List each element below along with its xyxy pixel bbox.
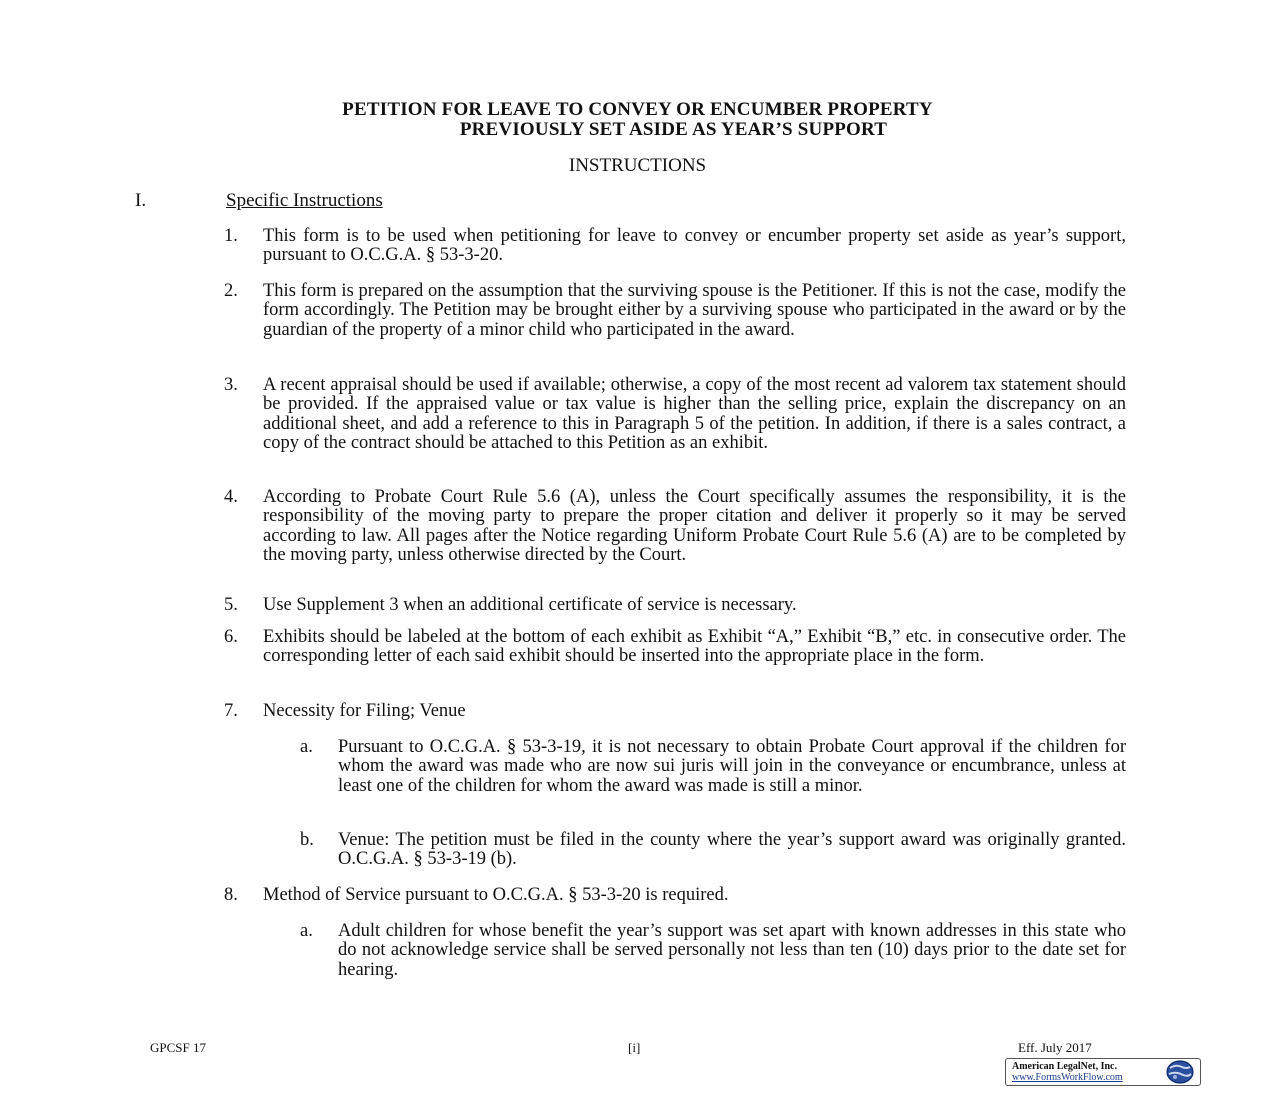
- instructions-heading: INSTRUCTIONS: [568, 155, 707, 176]
- logo-website-link[interactable]: www.FormsWorkFlow.com: [1012, 1072, 1123, 1083]
- item-text: According to Probate Court Rule 5.6 (A), unless the Court specifically assumes the responsibility, it is the responsibility of the moving party to prepare the proper citation and deliver it properly so it may be served according to law. All pages after the Notice regarding Uniform Probate Court Rule 5.6 (A) are to be completed by the moving party, unless otherwise directed by the Court.: [263, 487, 1126, 565]
- american-legalnet-logo[interactable]: [1005, 1058, 1201, 1086]
- subitem-text: Adult children for whose benefit the year’s support was set apart with known addresses in this state who do not acknowledge service shall be served personally not less than ten (10) days prior to the date set for hearing.: [338, 921, 1126, 980]
- item-text: A recent appraisal should be used if available; otherwise, a copy of the most recent ad valorem tax statement should be provided. If the appraised value or tax value is higher than the selling price, explain the discrepancy on an additional sheet, and add a reference to this in Paragraph 5 of the petition. In addition, if there is a sales contract, a copy of the contract should be attached to this Petition as an exhibit.: [263, 375, 1126, 453]
- footer-form-code: GPCSF 17: [150, 1040, 206, 1055]
- globe-icon: [1164, 1060, 1196, 1084]
- instruction-item-8a: [300, 922, 1126, 980]
- item-number: 3.: [224, 375, 238, 395]
- document-title-line-2: PREVIOUSLY SET ASIDE AS YEAR’S SUPPORT: [459, 119, 888, 140]
- footer-page-number: [i]: [628, 1040, 641, 1055]
- subitem-letter: a.: [300, 921, 313, 941]
- instruction-item-3: [224, 376, 1126, 453]
- item-text: Necessity for Filing; Venue: [263, 701, 466, 721]
- logo-company-name: American LegalNet, Inc.: [1012, 1061, 1117, 1072]
- section-number: I.: [135, 190, 147, 211]
- section-title: Specific Instructions: [226, 190, 383, 211]
- item-text: Use Supplement 3 when an additional certificate of service is necessary.: [263, 595, 797, 615]
- instruction-item-4: [224, 488, 1126, 565]
- item-number: 6.: [224, 627, 238, 647]
- item-number: 5.: [224, 595, 238, 615]
- instruction-item-7b: [300, 831, 1126, 870]
- item-number: 7.: [224, 701, 238, 721]
- item-text: This form is to be used when petitioning for leave to convey or encumber property set aside as year’s support, pursuant to O.C.G.A. § 53-3-20.: [263, 226, 1126, 266]
- item-number: 2.: [224, 281, 238, 301]
- instruction-item-1: [224, 227, 1126, 266]
- instruction-item-2: [224, 282, 1126, 340]
- instruction-item-8: [224, 886, 1126, 905]
- subitem-text: Pursuant to O.C.G.A. § 53-3-19, it is not necessary to obtain Probate Court approval if the children for whom the award was made who are now sui juris will join in the conveyance or encumbrance, unless at least one of the children for whom the award was made is still a minor.: [338, 737, 1126, 796]
- instruction-item-5: [224, 596, 1126, 615]
- instruction-item-7: [224, 702, 1126, 721]
- subitem-letter: a.: [300, 737, 313, 757]
- item-number: 1.: [224, 226, 238, 246]
- item-number: 4.: [224, 487, 238, 507]
- instruction-item-6: [224, 628, 1126, 667]
- item-text: This form is prepared on the assumption that the surviving spouse is the Petitioner. If this is not the case, modify the form accordingly. The Petition may be brought either by a surviving spouse who participated in the award or by the guardian of the property of a minor child who participated in the award.: [263, 281, 1126, 340]
- item-number: 8.: [224, 885, 238, 905]
- footer-effective-date: Eff. July 2017: [1018, 1040, 1092, 1055]
- item-text: Method of Service pursuant to O.C.G.A. § 53-3-20 is required.: [263, 885, 729, 905]
- instruction-item-7a: [300, 738, 1126, 796]
- document-title-line-1: PETITION FOR LEAVE TO CONVEY OR ENCUMBER PROPERTY: [342, 99, 933, 120]
- subitem-letter: b.: [300, 830, 314, 850]
- subitem-text: Venue: The petition must be filed in the county where the year’s support award was originally granted. O.C.G.A. § 53-3-19 (b).: [338, 830, 1126, 870]
- item-text: Exhibits should be labeled at the bottom of each exhibit as Exhibit “A,” Exhibit “B,” etc. in consecutive order. The corresponding letter of each said exhibit should be inserted into the appropriate place in the form.: [263, 627, 1126, 667]
